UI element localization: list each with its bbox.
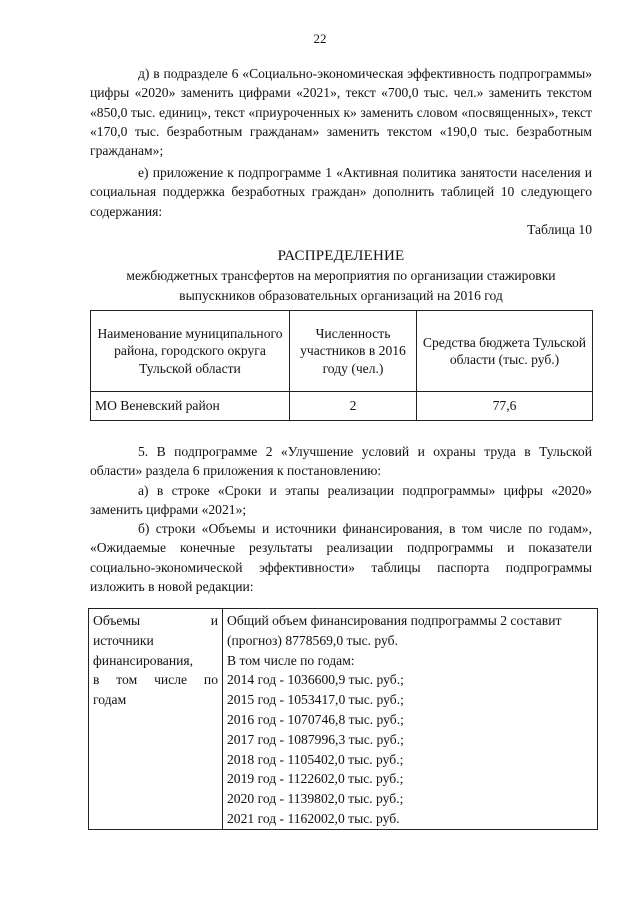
financing-year-line: 2014 год - 1036600,9 тыс. руб.; (227, 672, 404, 688)
financing-year-line: 2021 год - 1162002,0 тыс. руб. (227, 810, 400, 826)
header-participants (290, 311, 417, 392)
para-b-text: б) строки «Объемы и источники финансирования, в том числе по годам», «Ожидаемые конечные результаты реализации подпрограммы и показатели социально-экономической эффективности» таблицы паспорта подпрограммы изложить в новой редакции: (90, 521, 592, 595)
financing-label-cell (89, 609, 223, 830)
para-5-text: 5. В подпрограмме 2 «Улучшение условий и охраны труда в Тульской области» раздела 6 приложения к постановлению: (90, 444, 592, 479)
financing-value-cell (223, 609, 598, 830)
cell-participants: 2 (290, 392, 417, 421)
page-number: 22 (313, 31, 327, 46)
distribution-subtitle-line-2: выпускников образовательных организаций на 2016 год (179, 287, 503, 303)
table-label-block (90, 220, 592, 239)
header-municipality-text: Наименование муниципального района, городского округа Тульской области (97, 325, 283, 376)
table-label: Таблица 10 (527, 222, 592, 237)
para-a-text: а) в строке «Сроки и этапы реализации подпрограммы» цифры «2020» заменить цифрами «2021»; (90, 482, 592, 517)
section-5 (90, 442, 592, 596)
header-participants-text: Численность участников в 2016 году (чел.) (300, 325, 406, 376)
financing-table (88, 608, 598, 830)
distribution-table (90, 310, 593, 421)
financing-total-line-1: Общий объем финансирования подпрограммы 2 составит (227, 613, 562, 628)
header-budget-text: Средства бюджета Тульской области (тыс. руб.) (422, 334, 587, 367)
financing-label-line: в том числе по (93, 672, 218, 688)
amendment-paragraph-d (90, 64, 592, 160)
table-row (91, 392, 593, 421)
financing-year-line: 2016 год - 1070746,8 тыс. руб.; (227, 711, 404, 727)
financing-label-line: финансирования, (93, 652, 194, 668)
financing-by-years-label: В том числе по годам: (227, 652, 355, 668)
distribution-title: РАСПРЕДЕЛЕНИЕ (277, 248, 405, 264)
table-header-row (91, 311, 593, 392)
financing-year-line: 2019 год - 1122602,0 тыс. руб.; (227, 771, 404, 787)
header-budget (417, 311, 593, 392)
cell-budget: 77,6 (417, 392, 593, 421)
financing-year-line: 2018 год - 1105402,0 тыс. руб.; (227, 751, 404, 767)
distribution-heading (90, 247, 592, 305)
financing-year-line: 2020 год - 1139802,0 тыс. руб.; (227, 791, 404, 807)
para-e-text: е) приложение к подпрограмме 1 «Активная политика занятости населения и социальная поддержка безработных граждан» дополнить таблицей 10 следующего содержания: (90, 165, 592, 219)
financing-year-line: 2015 год - 1053417,0 тыс. руб.; (227, 692, 404, 708)
header-municipality (91, 311, 290, 392)
financing-row (89, 609, 598, 830)
financing-year-line: 2017 год - 1087996,3 тыс. руб.; (227, 731, 404, 747)
financing-label-line: годам (93, 692, 127, 708)
distribution-subtitle-line-1: межбюджетных трансфертов на мероприятия по организации стажировки (126, 268, 556, 284)
financing-total-line-2: (прогноз) 8778569,0 тыс. руб. (227, 632, 398, 648)
financing-label-line: Объемы и (93, 613, 218, 628)
amendment-paragraph-e (90, 163, 592, 221)
financing-label-line: источники (93, 632, 154, 648)
para-d-text: д) в подразделе 6 «Социально-экономическая эффективность подпрограммы» цифры «2020» заменить цифрами «2021», текст «700,0 тыс. чел.» заменить текстом «850,0 тыс. единиц», текст «приуроченных к» заменить словом «посвященных», текст «170,0 тыс. безработным гражданам» заменить текстом «190,0 тыс. безработным гражданам»; (90, 66, 592, 159)
cell-municipality: МО Веневский район (91, 392, 290, 421)
